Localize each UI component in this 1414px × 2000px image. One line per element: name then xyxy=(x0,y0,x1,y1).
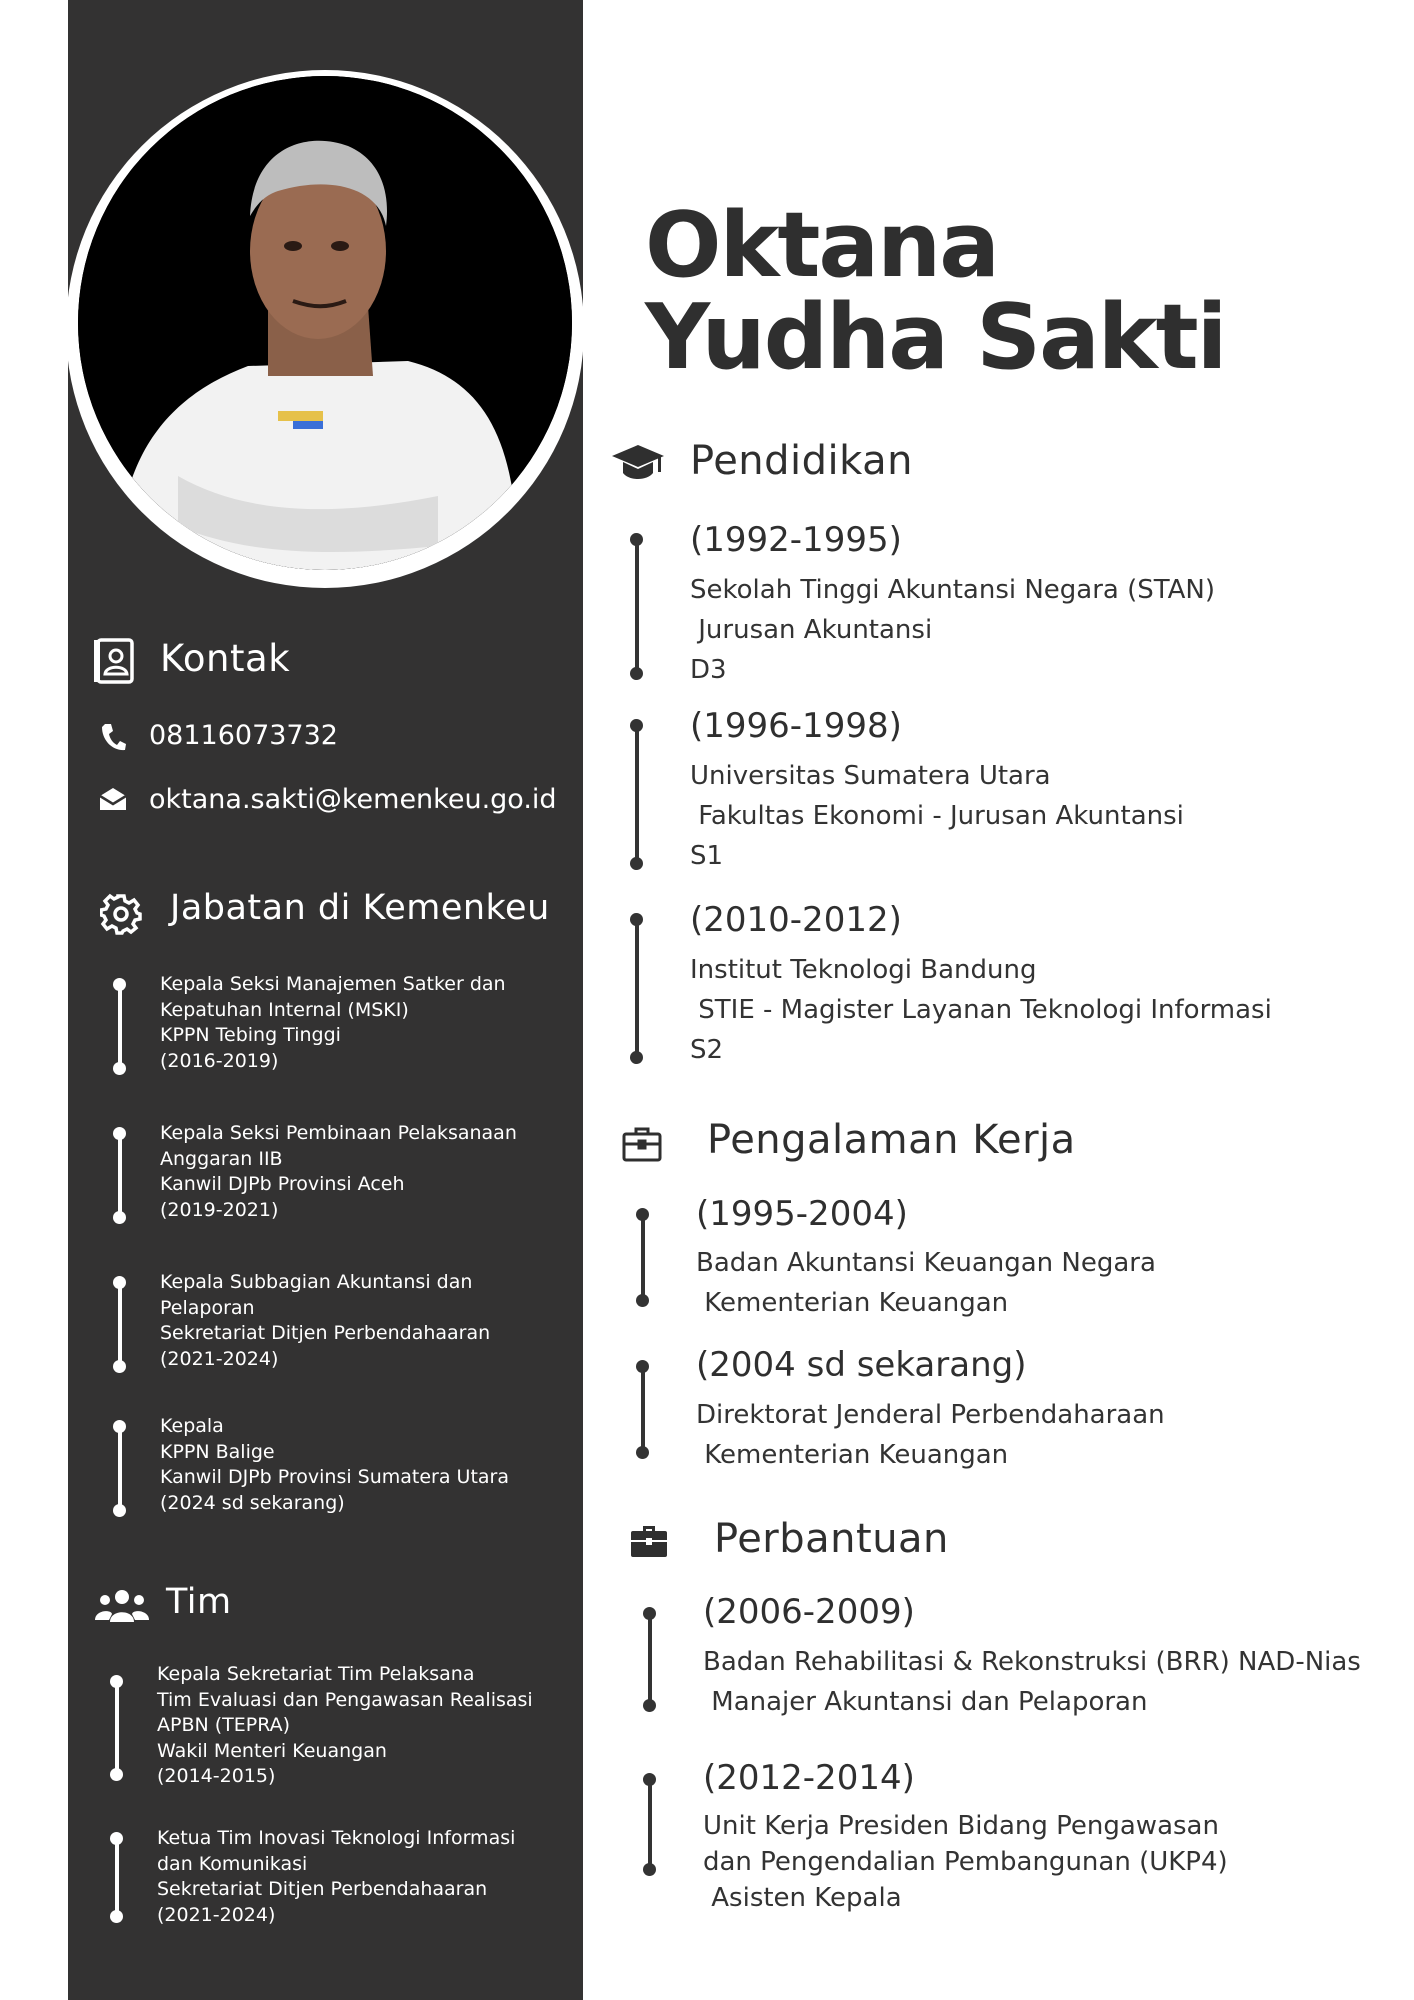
secondment-entry-1: Badan Rehabilitasi & Rekonstruksi (BRR) NAD-Nias Manajer Akuntansi dan Pelaporan xyxy=(703,1647,1361,1717)
position-timeline-3 xyxy=(113,1276,127,1376)
education-year-2: (1996-1998) xyxy=(690,706,902,746)
envelope-icon xyxy=(98,786,128,812)
secondment-entry-2: Unit Kerja Presiden Bidang Pengawasan dan Pengendalian Pembangunan (UKP4) Asisten Kepala xyxy=(703,1811,1228,1913)
secondment-timeline-1 xyxy=(643,1607,657,1717)
experience-entry-2: Direktorat Jenderal Perbendaharaan Kementerian Keuangan xyxy=(696,1400,1165,1470)
education-entry-2: Universitas Sumatera Utara Fakultas Ekonomi - Jurusan Akuntansi S1 xyxy=(690,761,1184,871)
education-heading: Pendidikan xyxy=(690,438,913,484)
position-item-2: Kepala Seksi Pembinaan Pelaksanaan Anggaran IIB Kanwil DJPb Provinsi Aceh (2019-2021) xyxy=(160,1122,517,1221)
experience-timeline-1 xyxy=(636,1208,650,1318)
experience-heading: Pengalaman Kerja xyxy=(707,1117,1076,1163)
phone-icon xyxy=(100,722,126,752)
education-timeline-1 xyxy=(630,533,644,683)
education-year-1: (1992-1995) xyxy=(690,520,902,560)
contact-heading: Kontak xyxy=(160,637,291,680)
person-name: Oktana Yudha Sakti xyxy=(645,193,1226,390)
experience-entry-1: Badan Akuntansi Keuangan Negara Kementerian Keuangan xyxy=(696,1248,1156,1318)
team-item-2: Ketua Tim Inovasi Teknologi Informasi dan Komunikasi Sekretariat Ditjen Perbendahaaran (2021-2024) xyxy=(157,1827,516,1926)
positions-heading: Jabatan di Kemenkeu xyxy=(170,888,550,928)
email-address[interactable]: oktana.sakti@kemenkeu.go.id xyxy=(149,784,557,815)
secondment-year-1: (2006-2009) xyxy=(703,1592,915,1632)
position-item-3: Kepala Subbagian Akuntansi dan Pelaporan Sekretariat Ditjen Perbendahaaran (2021-2024) xyxy=(160,1271,491,1370)
position-timeline-2 xyxy=(113,1127,127,1227)
users-icon xyxy=(94,1588,150,1624)
experience-year-2: (2004 sd sekarang) xyxy=(696,1345,1027,1385)
experience-timeline-2 xyxy=(636,1360,650,1470)
profile-photo xyxy=(78,76,572,570)
education-entry-3: Institut Teknologi Bandung STIE - Magister Layanan Teknologi Informasi S2 xyxy=(690,955,1272,1065)
briefcase-solid-icon xyxy=(629,1523,669,1559)
experience-year-1: (1995-2004) xyxy=(696,1194,908,1234)
team-heading: Tim xyxy=(166,1582,232,1622)
gear-icon xyxy=(100,893,142,935)
graduation-cap-icon xyxy=(611,443,665,483)
education-timeline-3 xyxy=(630,913,644,1063)
secondment-timeline-2 xyxy=(643,1773,657,1883)
team-item-1: Kepala Sekretariat Tim Pelaksana Tim Evaluasi dan Pengawasan Realisasi APBN (TEPRA) Wakil Menteri Keuangan (2014-2015) xyxy=(157,1663,533,1787)
education-year-3: (2010-2012) xyxy=(690,900,902,940)
briefcase-outline-icon xyxy=(622,1126,662,1162)
phone-number[interactable]: 08116073732 xyxy=(149,720,338,751)
secondment-heading: Perbantuan xyxy=(714,1516,949,1562)
education-entry-1: Sekolah Tinggi Akuntansi Negara (STAN) Jurusan Akuntansi D3 xyxy=(690,575,1216,685)
secondment-year-2: (2012-2014) xyxy=(703,1758,915,1798)
position-item-1: Kepala Seksi Manajemen Satker dan Kepatuhan Internal (MSKI) KPPN Tebing Tinggi (2016-2019) xyxy=(160,973,506,1072)
position-timeline-1 xyxy=(113,978,127,1078)
contact-book-icon xyxy=(93,638,135,684)
team-timeline-1 xyxy=(110,1675,124,1775)
position-timeline-4 xyxy=(113,1420,127,1520)
position-item-4: Kepala KPPN Balige Kanwil DJPb Provinsi Sumatera Utara (2024 sd sekarang) xyxy=(160,1415,510,1514)
education-timeline-2 xyxy=(630,719,644,869)
team-timeline-2 xyxy=(110,1832,124,1932)
